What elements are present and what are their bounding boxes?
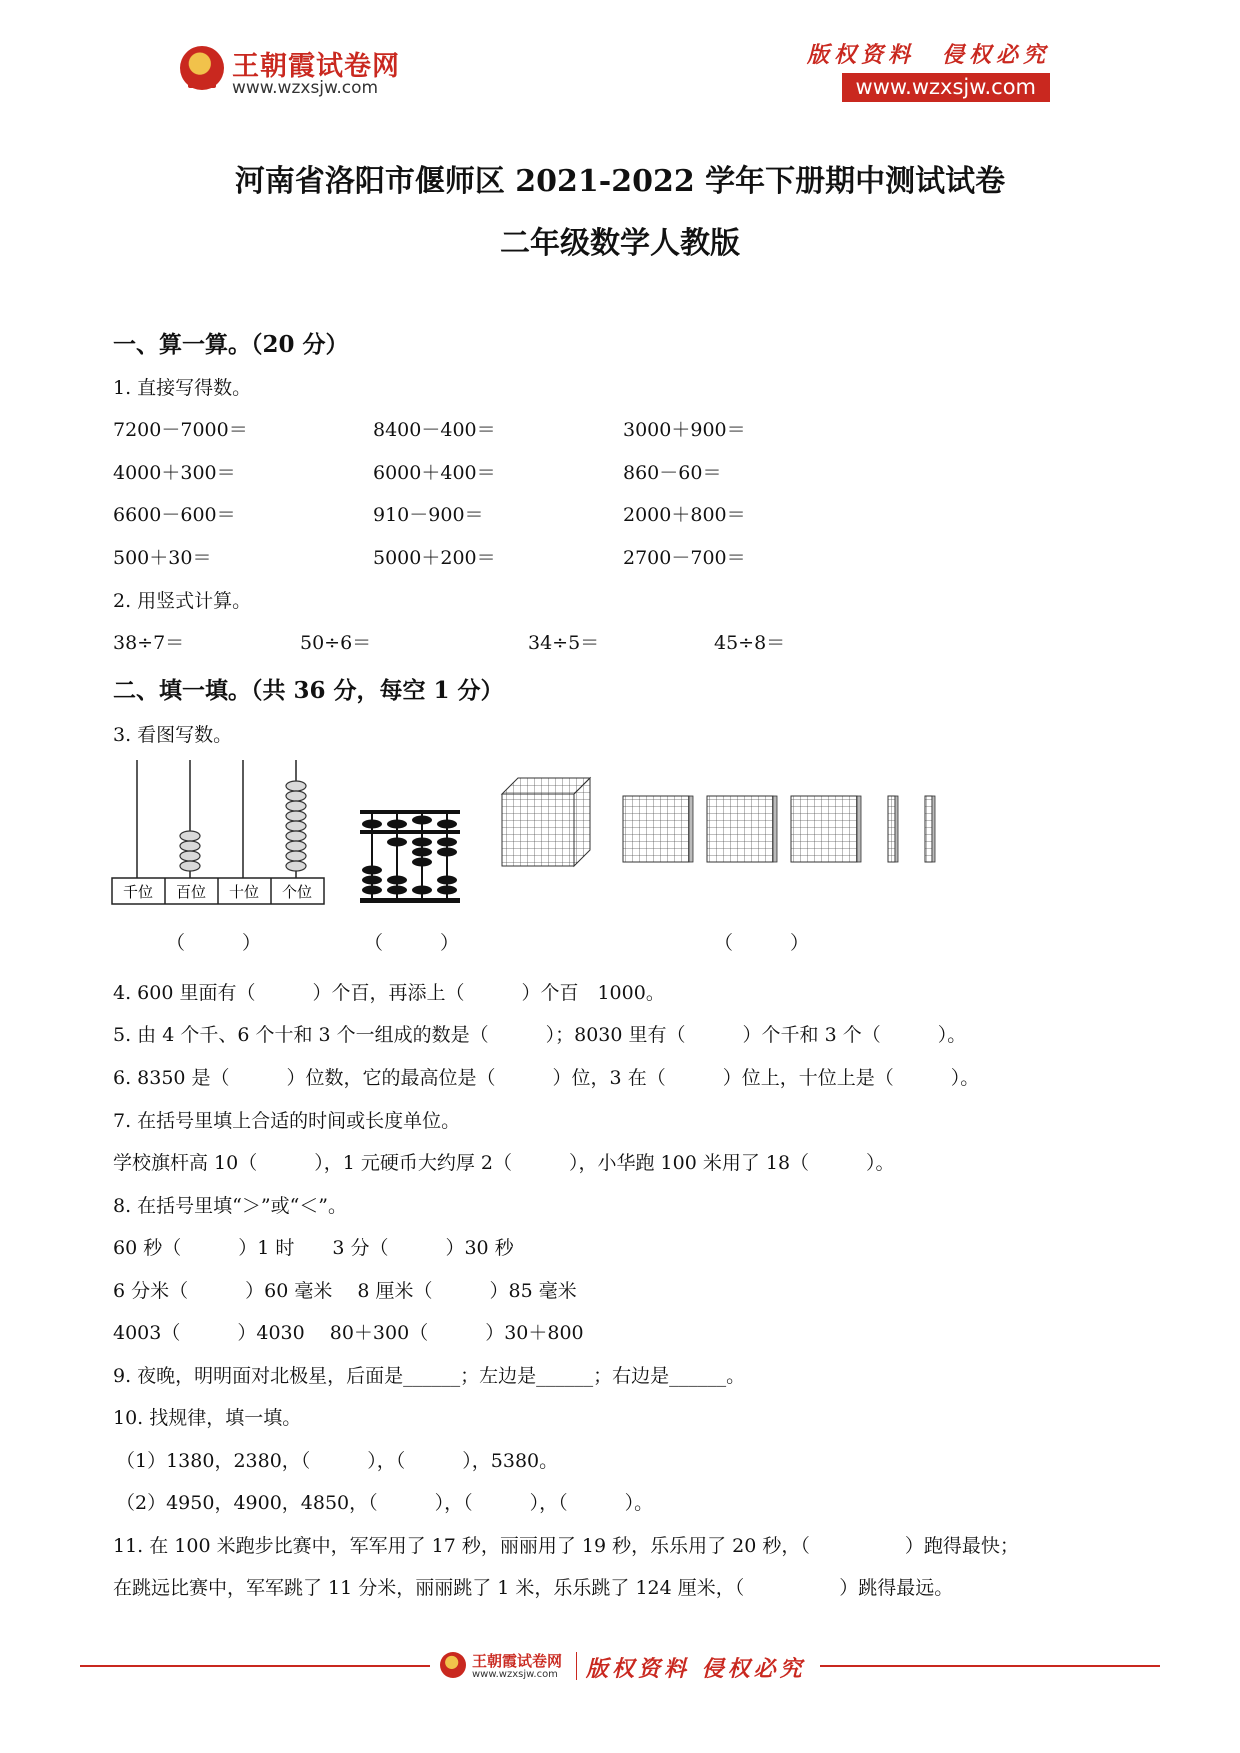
page-subtitle: 二年级数学人教版 — [500, 226, 740, 261]
q2-label: 2. 用竖式计算。 — [113, 590, 252, 612]
q3-label: 3. 看图写数。 — [113, 724, 233, 746]
page-title: 河南省洛阳市偃师区 2021-2022 学年下册期中测试试卷 — [234, 164, 1006, 199]
q10-label: 10. 找规律，填一填。 — [113, 1407, 302, 1429]
calc-item: 5000＋200＝ — [373, 547, 496, 569]
q11-line: 11. 在 100 米跑步比赛中，军军用了 17 秒，丽丽用了 19 秒，乐乐用了 20 秒，（ ）跑得最快； — [113, 1535, 1019, 1557]
q3-answer-blank-3[interactable]: （ ） — [714, 932, 810, 954]
section-2-heading: 二、填一填。（共 36 分，每空 1 分） — [113, 677, 504, 704]
q11-line: 在跳远比赛中，军军跳了 11 分米，丽丽跳了 1 米，乐乐跳了 124 厘米，（ ）跳得最远。 — [113, 1577, 954, 1599]
footer-rule-left — [80, 1665, 430, 1667]
q10-line: （2）4950，4900，4850，（ ），（ ），（ ）。 — [116, 1492, 654, 1514]
hundred-flats — [623, 796, 861, 862]
calc-item: 3000＋900＝ — [623, 419, 746, 441]
calc-item: 2700－700＝ — [623, 547, 746, 569]
abacus-label-ones: 个位 — [281, 883, 313, 901]
calc-item: 2000＋800＝ — [623, 504, 746, 526]
calc-item: 8400－400＝ — [373, 419, 496, 441]
q10-line: （1）1380，2380，（ ），（ ），5380。 — [116, 1450, 559, 1472]
footer-rule-right — [820, 1665, 1160, 1667]
q8-line: 4003（ ）4030 80＋300（ ）30＋800 — [113, 1322, 584, 1344]
q3-answer-blank-1[interactable]: （ ） — [166, 932, 262, 954]
thousand-cube — [502, 778, 590, 866]
q8-line: 60 秒（ ）1 时 3 分（ ）30 秒 — [113, 1237, 514, 1259]
abacus-label-thousands: 千位 — [122, 883, 154, 901]
division-item: 50÷6＝ — [300, 632, 372, 654]
q7-label: 7. 在括号里填上合适的时间或长度单位。 — [113, 1110, 461, 1132]
footer-brand-name: 王朝霞试卷网 — [472, 1652, 563, 1670]
q9-line: 9. 夜晚，明明面对北极星，后面是______；左边是______；右边是______。 — [113, 1365, 746, 1387]
copyright-url: www.wzxsjw.com — [842, 73, 1050, 102]
copyright-slogan: 版权资料 侵权必究 — [806, 42, 1050, 68]
abacus-label-hundreds: 百位 — [175, 883, 207, 901]
ten-rods — [888, 796, 935, 862]
abacus-label-tens: 十位 — [228, 883, 260, 901]
calc-item: 860－60＝ — [623, 462, 722, 484]
q7-line: 学校旗杆高 10（ ），1 元硬币大约厚 2（ ），小华跑 100 米用了 18（ ）。 — [113, 1152, 895, 1174]
footer-brand-url: www.wzxsjw.com — [472, 1669, 558, 1680]
footer-logo — [440, 1650, 820, 1690]
calc-item: 500＋30＝ — [113, 547, 212, 569]
copyright-block — [807, 38, 1050, 102]
q3-figures — [100, 750, 1000, 930]
division-item: 45÷8＝ — [714, 632, 786, 654]
brand-name: 王朝霞试卷网 — [232, 51, 400, 82]
q8-label: 8. 在括号里填“＞”或“＜”。 — [113, 1195, 348, 1217]
calc-item: 910－900＝ — [373, 504, 484, 526]
calc-item: 7200－7000＝ — [113, 419, 248, 441]
q8-line: 6 分米（ ）60 毫米 8 厘米（ ）85 毫米 — [113, 1280, 577, 1302]
header-logo — [180, 44, 470, 104]
footer-slogan: 版权资料 侵权必究 — [586, 1656, 806, 1682]
q3-answer-blank-2[interactable]: （ ） — [364, 932, 460, 954]
brand-url: www.wzxsjw.com — [232, 78, 379, 98]
division-item: 34÷5＝ — [528, 632, 600, 654]
seal-icon — [440, 1652, 466, 1678]
footer-divider — [576, 1652, 577, 1680]
calc-item: 6000＋400＝ — [373, 462, 496, 484]
q1-label: 1. 直接写得数。 — [113, 377, 252, 399]
division-item: 38÷7＝ — [113, 632, 185, 654]
q5-line: 5. 由 4 个千、6 个十和 3 个一组成的数是（ ）；8030 里有（ ）个千和 3 个（ ）。 — [113, 1024, 967, 1046]
seal-icon — [180, 46, 224, 90]
section-1-heading: 一、算一算。（20 分） — [113, 331, 349, 358]
calc-item: 4000＋300＝ — [113, 462, 236, 484]
q4-line: 4. 600 里面有（ ）个百，再添上（ ）个百 1000。 — [113, 982, 665, 1004]
q6-line: 6. 8350 是（ ）位数，它的最高位是（ ）位，3 在（ ）位上，十位上是（ ）。 — [113, 1067, 980, 1089]
calc-item: 6600－600＝ — [113, 504, 236, 526]
suanpan-abacus — [360, 810, 460, 903]
